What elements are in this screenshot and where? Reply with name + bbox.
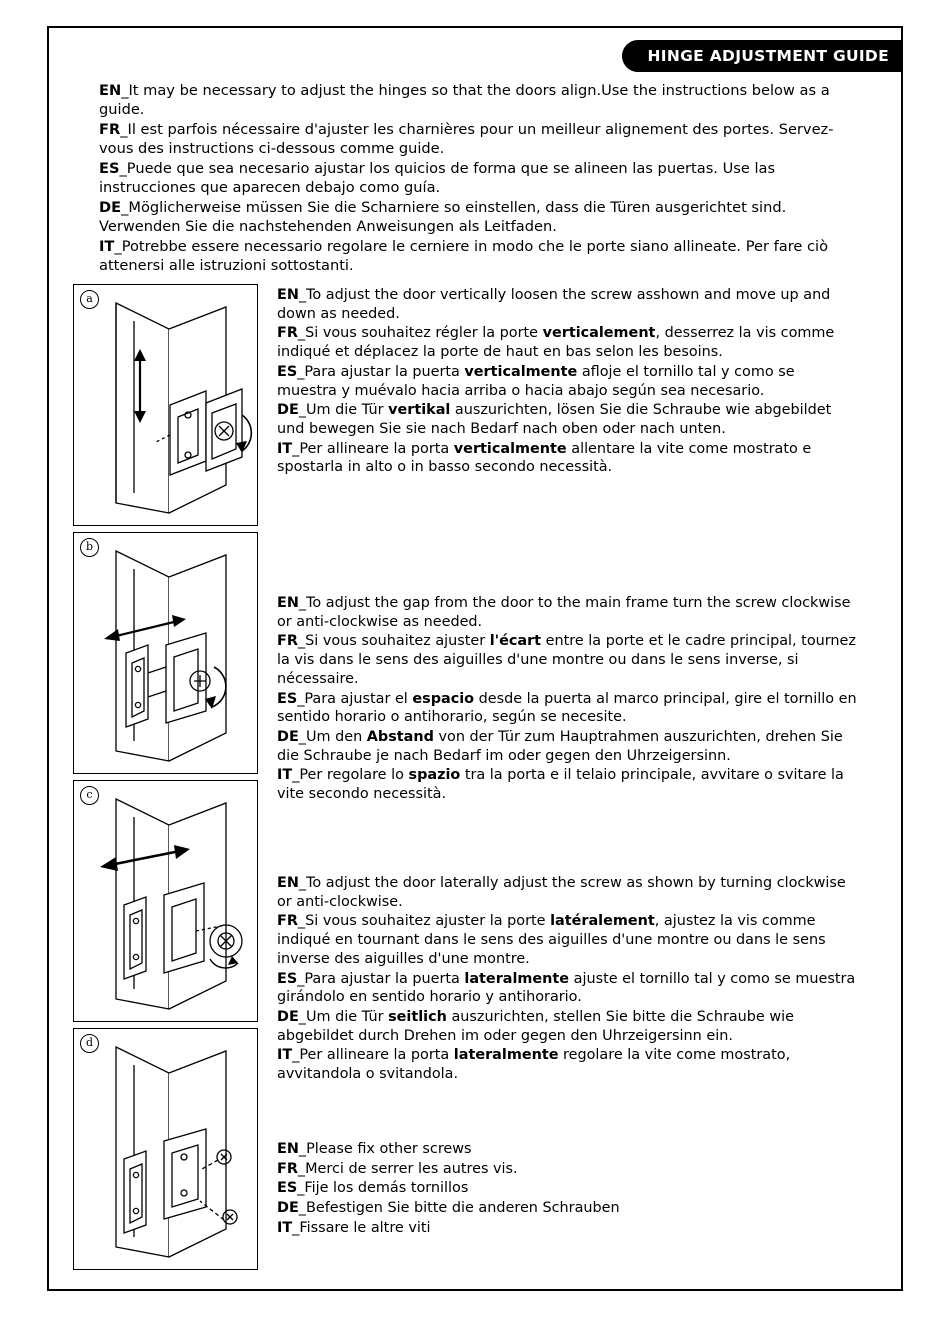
instruction-text: _Um den [298,729,367,746]
figure-a-label: a [80,290,99,309]
instruction-line [277,970,857,1007]
emphasis-text: vertikal [388,402,451,419]
emphasis-text: verticalmente [453,440,567,457]
instruction-line [277,594,857,631]
instruction-text: allentare la vite come mostrato e spostarla in alto o in basso secondo necessità. [277,440,812,476]
instruction-text: von der Tür zum Hauptrahmen auszurichten, drehen Sie die Schraube je nach Bedarf im oder gegen den Uhrzeigersinn. [277,729,843,764]
language-tag: EN [277,287,299,303]
language-tag: EN [99,82,122,99]
language-tag: ES [99,159,120,177]
language-tag: IT [99,237,115,255]
language-tag: FR [277,325,298,342]
emphasis-text: latéralement [550,913,655,930]
instruction-line [277,1046,857,1083]
emphasis-text: lateralmente [453,1047,559,1064]
intro-text: _Möglicherweise müssen Sie die Scharniere so einstellen, dass die Türen ausgerichtet sind. Verwenden Sie die nachstehenden Anweisungen als Leitfaden. [99,198,787,235]
language-tag: EN [277,875,299,891]
instruction-text: afloje el tornillo tal y como se muestra y muévalo hacia arriba o hacia abajo según sea necesario. [277,363,795,399]
hinge-lateral-adjustment-diagram [74,781,257,1021]
emphasis-text: verticalement [542,325,656,342]
language-tag: EN [277,595,299,611]
instruction-text: _To adjust the door vertically loosen the screw asshown and move up and down as needed. [277,287,831,322]
instruction-line [277,324,857,361]
language-tag: EN [277,1141,299,1157]
intro-line [99,121,859,159]
instruction-line [277,912,857,968]
language-tag: FR [277,1160,298,1177]
instruction-text: _Um die Tür [298,1009,389,1026]
instruction-line [277,1140,857,1159]
figure-d-label: d [80,1034,99,1053]
instruction-line [277,1160,857,1179]
section-b-text [277,594,857,805]
emphasis-text: lateralmente [464,970,570,987]
instruction-text: _Please fix other screws [298,1141,472,1157]
instruction-text: _Para ajustar la puerta [297,363,465,380]
instruction-line [277,766,857,803]
instruction-text: desde la puerta al marco principal, gire el tornillo en sentido horario o antihorario, según se necesite. [277,690,857,726]
intro-line [99,160,859,198]
instruction-line [277,1219,857,1238]
section-a-text [277,286,857,478]
intro-line [99,238,859,276]
section-d-text [277,1140,857,1239]
instruction-line [277,632,857,688]
language-tag: IT [277,440,293,457]
intro-block [99,82,859,277]
language-tag: FR [99,120,121,138]
guide-page [47,26,903,1291]
hinge-fix-screws-diagram [74,1029,257,1269]
intro-text: _Potrebbe essere necessario regolare le cerniere in modo che le porte siano allineate. Per fare ciò attenersi alle istruzioni sottostanti. [99,237,828,274]
instruction-text: , ajustez la vis comme indiqué en tournant dans le sens des aiguilles d'une montre ou dans le sens inverse des aiguilles d'une montre. [277,913,826,967]
intro-text: _Il est parfois nécessaire d'ajuster les charnières pour un meilleur alignement des portes. Servez-vous des instructions ci-dessous comme guide. [99,120,834,157]
emphasis-text: spazio [408,767,461,784]
language-tag: FR [277,913,298,930]
language-tag: IT [277,1219,293,1236]
instruction-text: _Um die Tür [298,402,389,419]
figure-b-frame [73,532,258,774]
instruction-line [277,1179,857,1198]
language-tag: IT [277,1047,293,1064]
section-c-text [277,874,857,1085]
language-tag: FR [277,633,298,650]
intro-line [99,199,859,237]
instruction-text: _To adjust the gap from the door to the main frame turn the screw clockwise or anti-clockwise as needed. [277,595,851,630]
language-tag: ES [277,970,298,987]
instruction-text: _To adjust the door laterally adjust the screw as shown by turning clockwise or anti-clockwise. [277,875,846,910]
instruction-text: _Si vous souhaitez ajuster la porte [297,913,551,930]
instruction-text: _Fissare le altre viti [292,1219,431,1236]
figure-c-label: c [80,786,99,805]
language-tag: DE [277,1009,299,1026]
language-tag: DE [277,1200,299,1217]
emphasis-text: espacio [412,690,475,707]
instruction-line [277,440,857,477]
language-tag: DE [99,198,122,216]
hinge-gap-adjustment-diagram [74,533,257,773]
hinge-vertical-adjustment-diagram [74,285,257,525]
instruction-text: ajuste el tornillo tal y como se muestra girándolo en sentido horario y antihorario. [277,970,856,1006]
instruction-text: entre la porte et le cadre principal, tournez la vis dans le sens des aiguilles d'une montre ou dans le sens inverse, si nécessaire. [277,633,856,687]
instruction-line [277,1008,857,1045]
page-title [622,40,903,72]
instruction-text: regolare la vite come mostrato, avvitandola o svitandola. [277,1047,791,1083]
language-tag: DE [277,402,299,419]
instruction-text: _Para ajustar la puerta [297,970,465,987]
intro-text: _It may be necessary to adjust the hinges so that the doors align.Use the instructions below as a guide. [99,82,830,118]
emphasis-text: l'écart [489,633,542,650]
instruction-line [277,401,857,438]
figure-d-frame [73,1028,258,1270]
language-tag: DE [277,729,299,746]
instruction-text: _Per regolare lo [292,767,409,784]
instruction-line [277,690,857,727]
instruction-line [277,1199,857,1218]
emphasis-text: verticalmente [464,363,578,380]
instruction-text: _Merci de serrer les autres vis. [297,1160,518,1177]
emphasis-text: Abstand [366,729,434,746]
instruction-line [277,728,857,765]
instruction-text: auszurichten, lösen Sie die Schraube wie abgebildet und bewegen Sie sie nach Bedarf nach oben oder nach unten. [277,402,832,438]
intro-text: _Puede que sea necesario ajustar los quicios de forma que se alineen las puertas. Use las instrucciones que aparecen debajo como guía. [99,159,776,196]
instruction-text: _Si vous souhaitez régler la porte [297,325,543,342]
instruction-text: _Befestigen Sie bitte die anderen Schrauben [298,1200,620,1217]
instruction-line [277,286,857,323]
intro-line [99,82,859,120]
instruction-line [277,363,857,400]
emphasis-text: seitlich [388,1009,447,1026]
instruction-text: _Per allineare la porta [292,1047,454,1064]
instruction-text: _Per allineare la porta [292,440,454,457]
instruction-text: auszurichten, stellen Sie bitte die Schraube wie abgebildet durch Drehen im oder gegen den Uhrzeigersinn ein. [277,1009,794,1044]
language-tag: IT [277,767,293,784]
page-title-label: HINGE ADJUSTMENT GUIDE [647,47,889,65]
instruction-text: _Para ajustar el [297,690,413,707]
instruction-text: , desserrez la vis comme indiqué et déplacez la porte de haut en bas selon les besoins. [277,325,835,361]
language-tag: ES [277,690,298,707]
instruction-text: tra la porta e il telaio principale, avvitare o svitare la vite secondo necessità. [277,767,844,803]
instruction-line [277,874,857,911]
instruction-text: _Fije los demás tornillos [297,1180,469,1197]
language-tag: ES [277,1180,298,1197]
instruction-text: _Si vous souhaitez ajuster [297,633,490,650]
figure-a-frame [73,284,258,526]
figure-b-label: b [80,538,99,557]
figure-c-frame [73,780,258,1022]
language-tag: ES [277,363,298,380]
